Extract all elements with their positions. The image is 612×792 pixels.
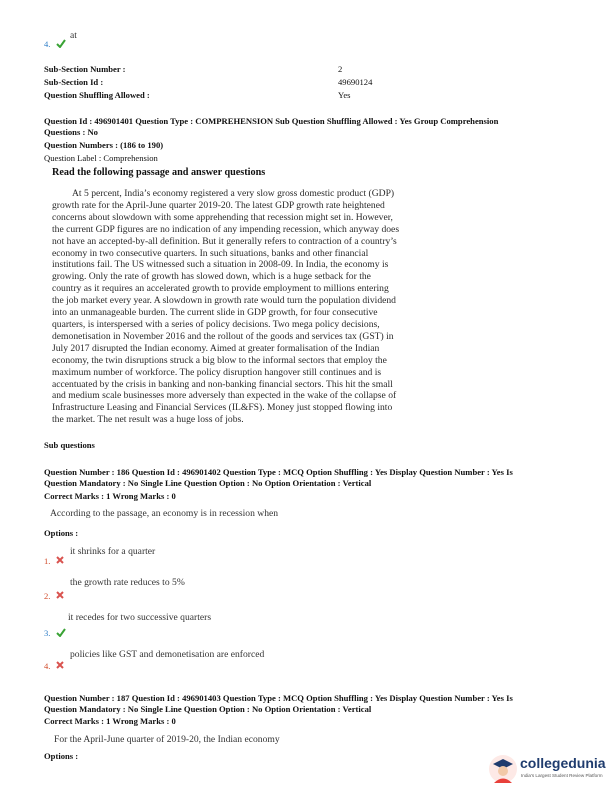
q186-option-2 xyxy=(44,586,64,604)
student-avatar-icon xyxy=(488,754,518,784)
passage-line: maximum number of workforce. The policy disruption hangover still continues and is xyxy=(52,366,382,378)
shuffle-value: Yes xyxy=(338,90,351,100)
q186-options-label: Options : xyxy=(44,528,79,538)
logo-name: collegedunia xyxy=(520,755,606,771)
subsection-number-value: 2 xyxy=(338,64,343,74)
q186-option-1-text: it shrinks for a quarter xyxy=(70,546,156,557)
passage-line: economy in two consecutive quarters. In such situations, banks and other financial xyxy=(52,247,369,259)
passage-line: growing. Only the rate of growth has slowed down, which is a huge setback for the xyxy=(52,271,371,283)
sub-questions-label: Sub questions xyxy=(44,440,95,450)
subsection-id-label: Sub-Section Id : xyxy=(44,77,104,87)
passage-line: into an unmanageable burden. The current slide in GDP growth, for four consecutive xyxy=(52,307,378,319)
q186-header-line2: Question Mandatory : No Single Line Question Option : No Option Orientation : Vertical xyxy=(44,478,372,488)
passage-line: the job market every year. A slowdown in growth rate would turn the population dividend xyxy=(52,295,396,307)
question-label: Question Label : Comprehension xyxy=(44,153,158,163)
option-number: 2. xyxy=(44,591,51,601)
passage-line: quarters, is interspersed with a series of policy decisions. Two mega policy decisions, xyxy=(52,318,380,330)
q186-option-3 xyxy=(44,623,66,641)
passage xyxy=(52,188,440,426)
logo-tagline: India's Largest Student Review Platform xyxy=(521,773,603,778)
passage-line: concerns about slowdown with some apprehending that recession might set in. However, xyxy=(52,211,393,223)
comprehension-header-line1: Question Id : 496901401 Question Type : COMPREHENSION Sub Question Shuffling Allowed : Yes Group Comprehension xyxy=(44,116,499,126)
q186-header-line1: Question Number : 186 Question Id : 496901402 Question Type : MCQ Option Shuffling : Yes Display Question Number : Yes Is xyxy=(44,467,513,477)
q187-header-line1: Question Number : 187 Question Id : 496901403 Question Type : MCQ Option Shuffling : Yes Display Question Number : Yes Is xyxy=(44,693,513,703)
option-number: 4. xyxy=(44,39,51,49)
passage-line: the current GDP figures are no indication of any impending recession, which anyway does xyxy=(52,223,400,235)
collegedunia-logo xyxy=(488,752,606,786)
cross-icon xyxy=(56,591,64,599)
q187-header-line2: Question Mandatory : No Single Line Question Option : No Option Orientation : Vertical xyxy=(44,704,372,714)
q187-marks: Correct Marks : 1 Wrong Marks : 0 xyxy=(44,716,176,726)
q186-option-2-text: the growth rate reduces to 5% xyxy=(70,577,185,588)
passage-line: institutions fail. The US witnessed such a situation in 2008-09. In India, the economy is xyxy=(52,259,389,271)
passage-line: July 2017 disrupted the Indian economy. Aimed at greater formalisation of the Indian xyxy=(52,342,380,354)
check-icon xyxy=(56,628,66,637)
q186-option-4 xyxy=(44,656,64,674)
passage-line: demonetisation in November 2016 and the rollout of the goods and services tax (GST) in xyxy=(52,330,394,342)
passage-instruction: Read the following passage and answer questions xyxy=(52,167,266,178)
q187-question-text: For the April-June quarter of 2019-20, the Indian economy xyxy=(54,734,280,745)
q186-option-3-text: it recedes for two successive quarters xyxy=(68,612,212,623)
subsection-id-value: 49690124 xyxy=(338,77,373,87)
option-number: 4. xyxy=(44,661,51,671)
cross-icon xyxy=(56,556,64,564)
passage-line: country as it requires an accelerated growth to provide employment to millions entering xyxy=(52,283,389,295)
option-number: 1. xyxy=(44,556,51,566)
passage-line: the market. The net result was a huge loss of jobs. xyxy=(52,414,244,426)
q186-option-4-text: policies like GST and demonetisation are enforced xyxy=(70,649,265,660)
q186-question-text: According to the passage, an economy is in recession when xyxy=(50,508,279,519)
top-option-text: at xyxy=(70,30,77,41)
q186-marks: Correct Marks : 1 Wrong Marks : 0 xyxy=(44,491,176,501)
q187-options-label: Options : xyxy=(44,751,79,761)
cross-icon xyxy=(56,661,64,669)
passage-line: not have an accepted-by-all definition. But it generally refers to contraction of a country’s xyxy=(52,235,397,247)
passage-line: At 5 percent, India’s economy registered a very slow gross domestic product (GDP) xyxy=(72,188,395,199)
passage-line: Infrastructure Leasing and Financial Services (IL&FS). Money just stopped flowing into xyxy=(52,402,393,414)
check-icon xyxy=(56,39,66,48)
top-option-4 xyxy=(44,34,66,52)
passage-line: and medium scale businesses more adversely than expected in the wake of the collapse of xyxy=(52,390,397,402)
passage-line: accentuated by the crisis in banking and non-banking financial sectors. This hit the small xyxy=(52,378,393,390)
question-numbers: Question Numbers : (186 to 190) xyxy=(44,140,164,150)
comprehension-header-line2: Questions : No xyxy=(44,127,98,137)
shuffle-label: Question Shuffling Allowed : xyxy=(44,90,150,100)
q186-option-1 xyxy=(44,551,64,569)
passage-line: growth rate for the April-June quarter 2019-20. The latest GDP growth rate heightened xyxy=(52,199,385,211)
passage-line: economy, the twin disruptions struck a big blow to the informal sectors that employ the xyxy=(52,354,387,366)
option-number: 3. xyxy=(44,628,51,638)
subsection-number-label: Sub-Section Number : xyxy=(44,64,126,74)
